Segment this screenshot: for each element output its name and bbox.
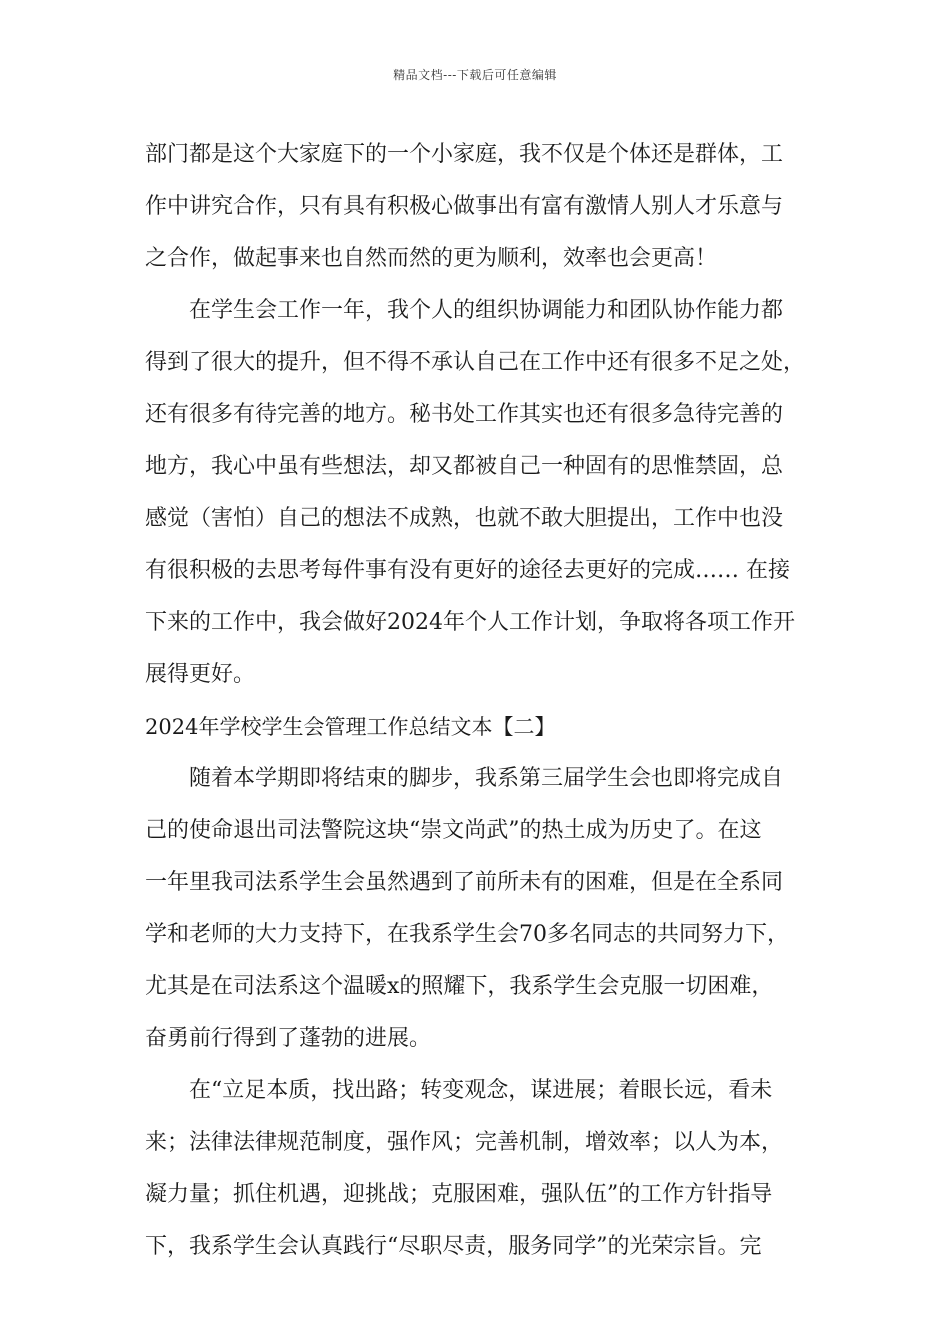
section-heading: 2024年学校学生会管理工作总结文本【二】 [145, 715, 556, 739]
page-header: 精品文档---下载后可任意编辑 [393, 68, 557, 82]
text-line: 在学生会工作一年，我个人的组织协调能力和团队协作能力都 [189, 298, 784, 323]
text-line: 学和老师的大力支持下，在我系学生会70多名同志的共同努力下， [145, 922, 789, 947]
paragraph-1 [145, 129, 813, 285]
text-line: 展得更好。 [145, 662, 256, 687]
text-line: 下来的工作中，我会做好2024年个人工作计划，争取将各项工作开 [145, 610, 795, 635]
text-line: 奋勇前行得到了蓬勃的进展。 [145, 1026, 432, 1051]
text-line: 部门都是这个大家庭下的一个小家庭，我不仅是个体还是群体，工 [145, 142, 784, 167]
paragraph-3 [145, 753, 813, 1065]
text-line: 随着本学期即将结束的脚步，我系第三届学生会也即将完成自 [189, 766, 784, 791]
paragraph-2 [145, 285, 813, 701]
text-line: 己的使命退出司法警院这块“崇文尚武”的热土成为历史了。在这 [145, 818, 762, 843]
text-line: 来；法律法律规范制度，强作风；完善机制，增效率；以人为本， [145, 1130, 784, 1155]
text-line: 在“立足本质，找出路；转变观念，谋进展；着眼长远，看未 [189, 1078, 773, 1103]
text-line: 凝力量；抓住机遇，迎挑战；克服困难，强队伍”的工作方针指导 [145, 1182, 773, 1207]
text-line: 一年里我司法系学生会虽然遇到了前所未有的困难，但是在全系同 [145, 870, 784, 895]
text-line: 之合作，做起事来也自然而然的更为顺利，效率也会更高！ [145, 246, 718, 271]
text-line: 作中讲究合作，只有具有积极心做事出有富有激情人别人才乐意与 [145, 194, 784, 219]
text-line: 下，我系学生会认真践行“尽职尽责，服务同学”的光荣宗旨。完 [145, 1234, 762, 1259]
text-line: 感觉（害怕）自己的想法不成熟，也就不敢大胆提出，工作中也没 [145, 506, 784, 531]
text-line: 地方，我心中虽有些想法，却又都被自己一种固有的思惟禁固，总 [145, 454, 784, 479]
text-line: 尤其是在司法系这个温暖x的照耀下，我系学生会克服一切困难， [145, 974, 774, 999]
text-line: 得到了很大的提升，但不得不承认自己在工作中还有很多不足之处， [145, 350, 806, 375]
text-line: 有很积极的去思考每件事有没有更好的途径去更好的完成…… 在接 [145, 558, 790, 583]
paragraph-4 [145, 1065, 813, 1273]
document-body [145, 129, 813, 1273]
text-line: 还有很多有待完善的地方。秘书处工作其实也还有很多急待完善的 [145, 402, 784, 427]
